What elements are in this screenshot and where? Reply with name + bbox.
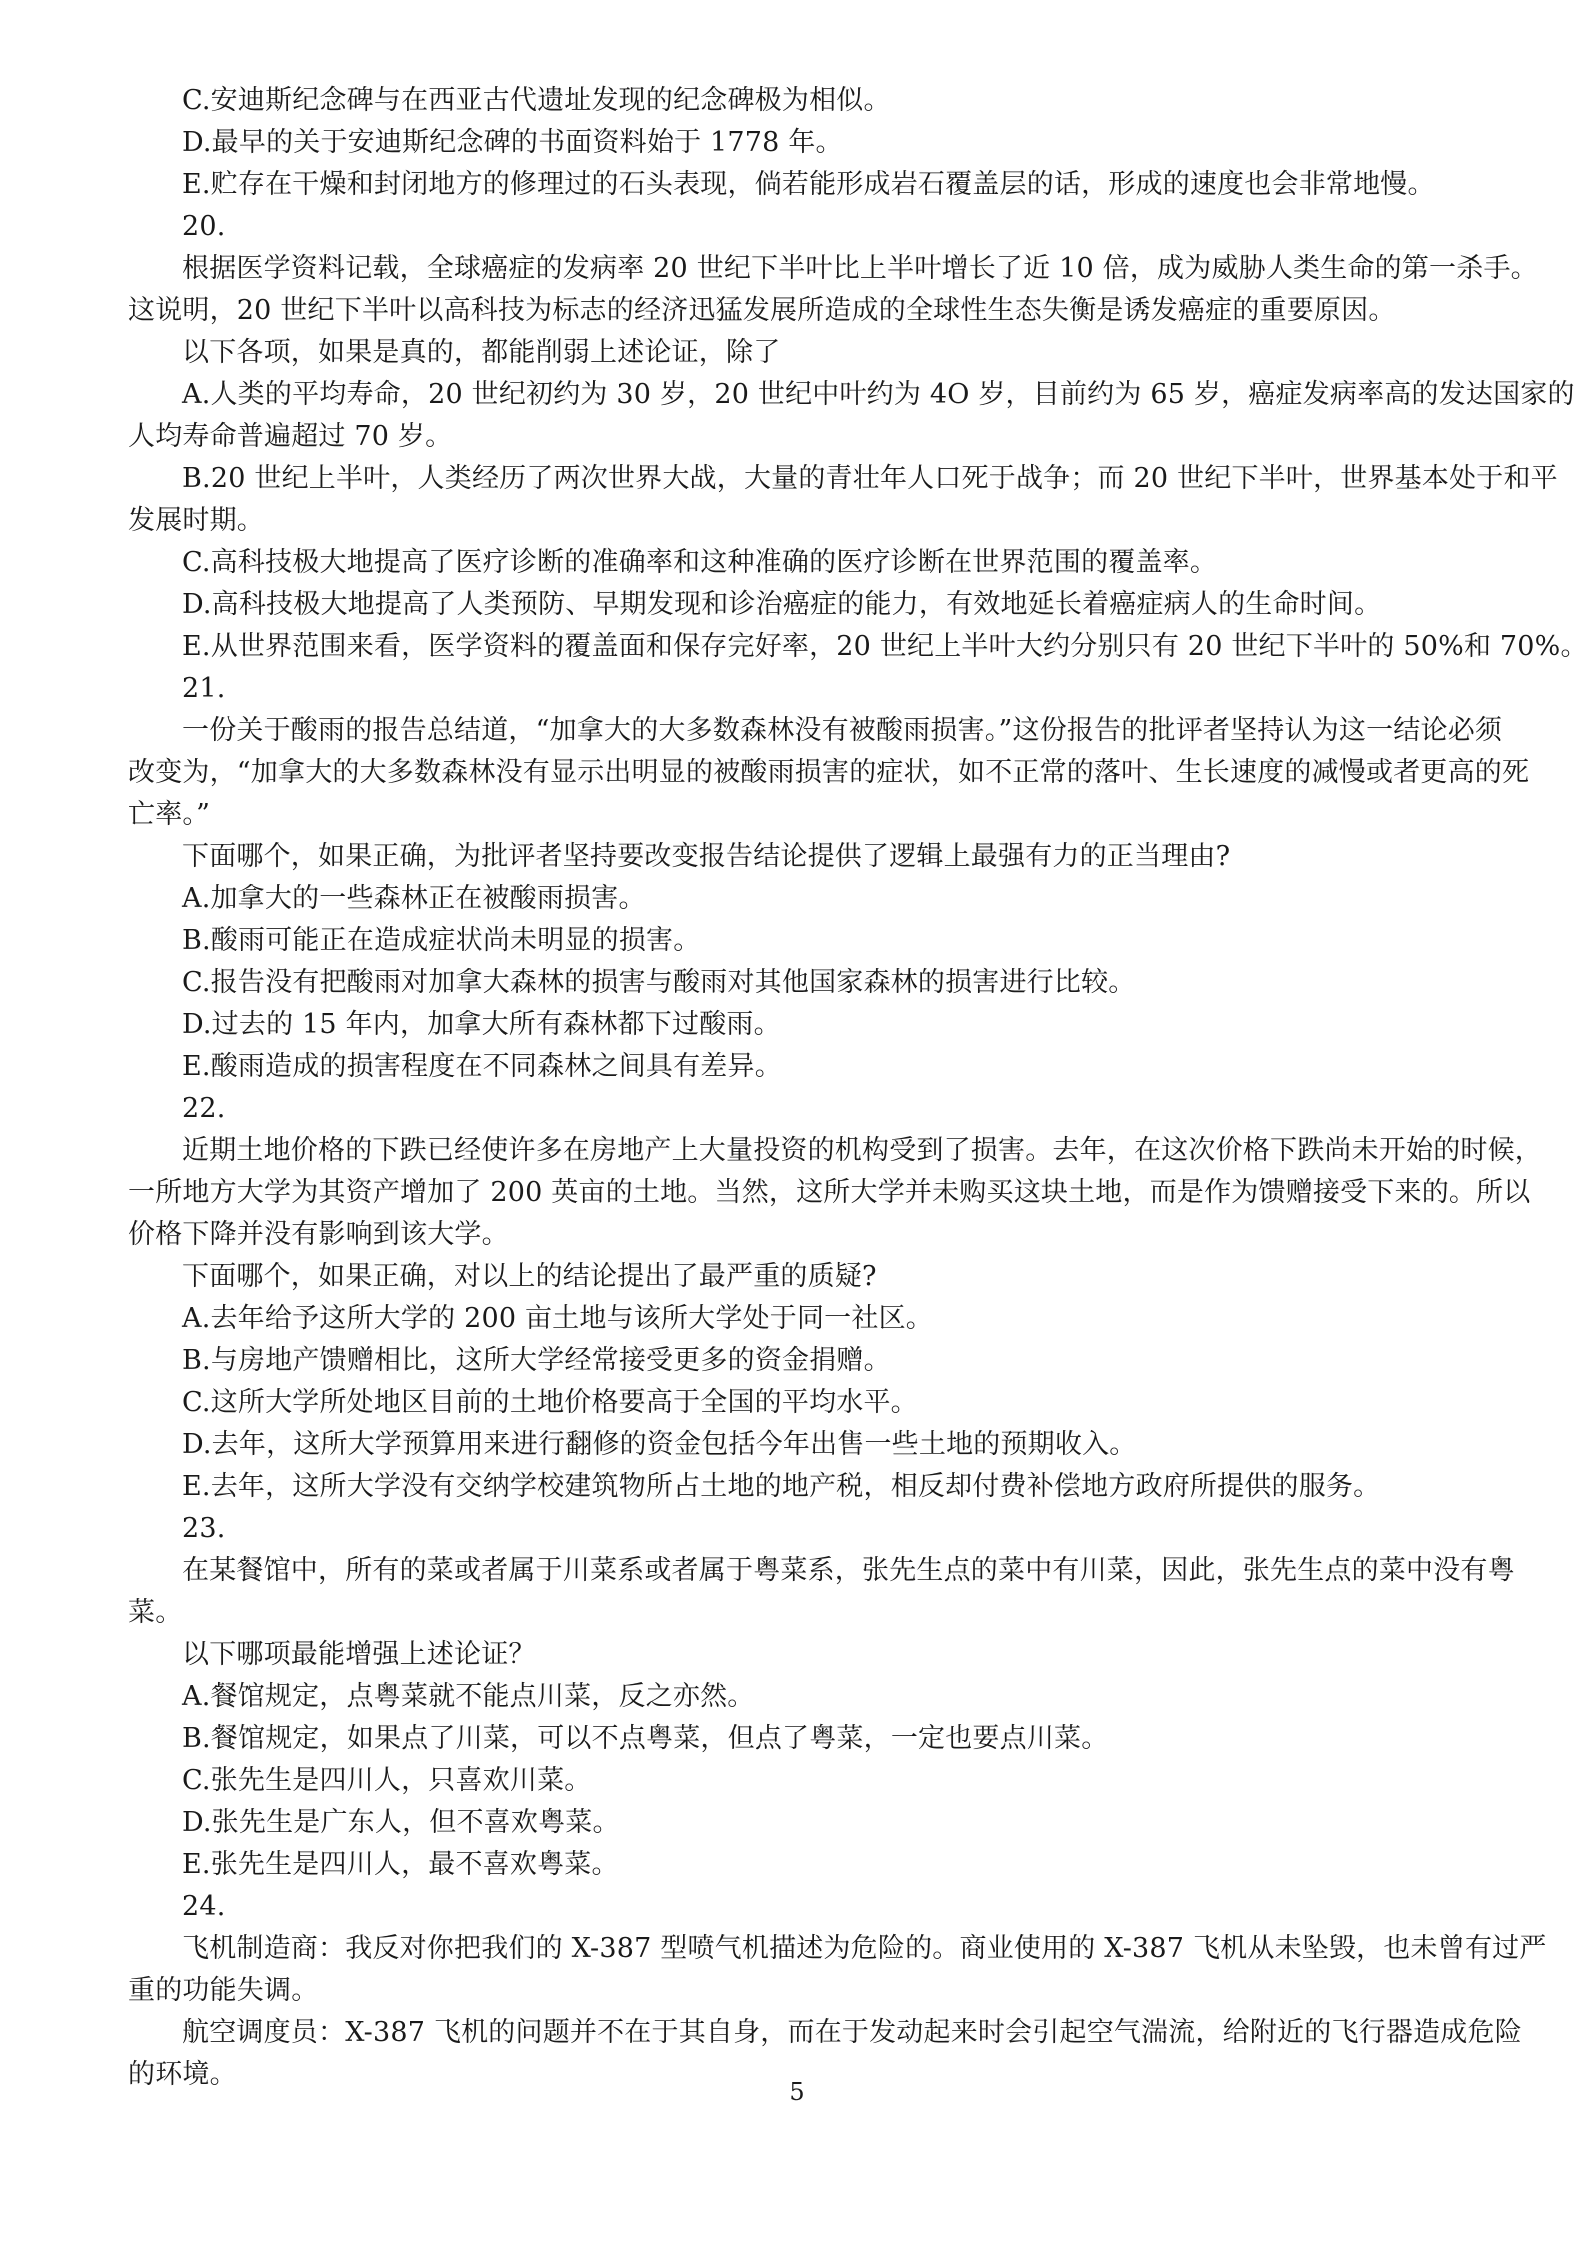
q20-option-a-line-2: 人均寿命普遍超过 70 岁。 [128, 421, 453, 452]
q24-manufacturer-statement [128, 1930, 1547, 2010]
q24-dispatcher-line-1: 航空调度员：X-387 飞机的问题并不在于其自身，而在于发动起来时会引起空气湍流，给附近的飞行器造成危险 [182, 2017, 1522, 2048]
q20-stem-line-2: 这说明，20 世纪下半叶以高科技为标志的经济迅猛发展所造成的全球性生态失衡是诱发癌症的重要原因。 [128, 295, 1396, 326]
q22-number: 22. [182, 1093, 226, 1124]
q19-option-d: D.最早的关于安迪斯纪念碑的书面资料始于 1778 年。 [182, 127, 843, 158]
q23-option-c: C.张先生是四川人，只喜欢川菜。 [182, 1765, 592, 1796]
q22-option-a: A.去年给予这所大学的 200 亩土地与该所大学处于同一社区。 [182, 1303, 933, 1334]
q20-stem-line-1: 根据医学资料记载，全球癌症的发病率 20 世纪下半叶比上半叶增长了近 10 倍，成为威胁人类生命的第一杀手。 [182, 253, 1538, 284]
q21-option-b: B.酸雨可能正在造成症状尚未明显的损害。 [182, 925, 701, 956]
q20-option-b [128, 460, 1558, 540]
q21-option-e: E.酸雨造成的损害程度在不同森林之间具有差异。 [182, 1051, 782, 1082]
q22-stem [128, 1132, 1542, 1254]
q21-stem-line-3: 亡率。” [128, 799, 211, 830]
q21-stem [128, 712, 1528, 834]
q20-option-d: D.高科技极大地提高了人类预防、早期发现和诊治癌症的能力，有效地延长着癌症病人的生命时间。 [182, 589, 1382, 620]
q20-option-b-line-2: 发展时期。 [128, 505, 264, 536]
q23-option-b: B.餐馆规定，如果点了川菜，可以不点粤菜，但点了粤菜，一定也要点川菜。 [182, 1723, 1109, 1754]
q24-dispatcher-line-2: 的环境。 [128, 2059, 237, 2090]
q22-question: 下面哪个，如果正确，对以上的结论提出了最严重的质疑? [182, 1261, 877, 1292]
q23-question: 以下哪项最能增强上述论证？ [182, 1639, 536, 1670]
q20-number: 20. [182, 211, 226, 242]
q22-option-b: B.与房地产馈赠相比，这所大学经常接受更多的资金捐赠。 [182, 1345, 891, 1376]
q22-option-d: D.去年，这所大学预算用来进行翻修的资金包括今年出售一些土地的预期收入。 [182, 1429, 1137, 1460]
q20-option-c: C.高科技极大地提高了医疗诊断的准确率和这种准确的医疗诊断在世界范围的覆盖率。 [182, 547, 1218, 578]
q22-option-c: C.这所大学所处地区目前的土地价格要高于全国的平均水平。 [182, 1387, 918, 1418]
document-page [128, 82, 1588, 2098]
q21-option-c: C.报告没有把酸雨对加拿大森林的损害与酸雨对其他国家森林的损害进行比较。 [182, 967, 1136, 998]
q19-option-c: C.安迪斯纪念碑与在西亚古代遗址发现的纪念碑极为相似。 [182, 85, 891, 116]
q22-stem-line-1: 近期土地价格的下跌已经使许多在房地产上大量投资的机构受到了损害。去年，在这次价格下跌尚未开始的时候， [182, 1135, 1542, 1166]
q23-stem [128, 1552, 1528, 1632]
q20-option-b-line-1: B.20 世纪上半叶，人类经历了两次世界大战，大量的青壮年人口死于战争；而 20 世纪下半叶，世界基本处于和平 [182, 463, 1558, 494]
q23-stem-line-2: 菜。 [128, 1597, 183, 1628]
q23-option-e: E.张先生是四川人，最不喜欢粤菜。 [182, 1849, 619, 1880]
q20-option-e: E.从世界范围来看，医学资料的覆盖面和保存完好率，20 世纪上半叶大约分别只有 20 世纪下半叶的 50%和 70%。 [182, 631, 1588, 662]
q23-option-d: D.张先生是广东人，但不喜欢粤菜。 [182, 1807, 620, 1838]
q24-manufacturer-line-1: 飞机制造商：我反对你把我们的 X-387 型喷气机描述为危险的。商业使用的 X-387 飞机从未坠毁，也未曾有过严 [182, 1933, 1547, 1964]
q23-stem-line-1: 在某餐馆中，所有的菜或者属于川菜系或者属于粤菜系，张先生点的菜中有川菜，因此，张先生点的菜中没有粤 [182, 1555, 1515, 1586]
page-number: 5 [789, 2078, 805, 2106]
q24-number: 24. [182, 1891, 226, 1922]
q21-option-a: A.加拿大的一些森林正在被酸雨损害。 [182, 883, 646, 914]
q22-stem-line-3: 价格下降并没有影响到该大学。 [128, 1219, 509, 1250]
q20-question: 以下各项，如果是真的，都能削弱上述论证，除了 [182, 337, 781, 368]
q21-stem-line-2: 改变为，“加拿大的大多数森林没有显示出明显的被酸雨损害的症状，如不正常的落叶、生长速度的减慢或者更高的死 [128, 757, 1530, 788]
q19-option-e: E.贮存在干燥和封闭地方的修理过的石头表现，倘若能形成岩石覆盖层的话，形成的速度也会非常地慢。 [182, 169, 1435, 200]
q23-option-a: A.餐馆规定，点粤菜就不能点川菜，反之亦然。 [182, 1681, 755, 1712]
q21-stem-line-1: 一份关于酸雨的报告总结道，“加拿大的大多数森林没有被酸雨损害。”这份报告的批评者坚持认为这一结论必须 [182, 715, 1503, 746]
q21-question: 下面哪个，如果正确，为批评者坚持要改变报告结论提供了逻辑上最强有力的正当理由? [182, 841, 1231, 872]
q20-stem [128, 250, 1538, 330]
q20-option-a [128, 376, 1575, 456]
q21-number: 21. [182, 673, 226, 704]
q23-number: 23. [182, 1513, 226, 1544]
q24-manufacturer-line-2: 重的功能失调。 [128, 1975, 319, 2006]
q20-option-a-line-1: A.人类的平均寿命，20 世纪初约为 30 岁，20 世纪中叶约为 4O 岁，目前约为 65 岁，癌症发病率高的发达国家的 [182, 379, 1575, 410]
q22-option-e: E.去年，这所大学没有交纳学校建筑物所占土地的地产税，相反却付费补偿地方政府所提供的服务。 [182, 1471, 1381, 1502]
q21-option-d: D.过去的 15 年内，加拿大所有森林都下过酸雨。 [182, 1009, 781, 1040]
q22-stem-line-2: 一所地方大学为其资产增加了 200 英亩的土地。当然，这所大学并未购买这块土地，而是作为馈赠接受下来的。所以 [128, 1177, 1531, 1208]
